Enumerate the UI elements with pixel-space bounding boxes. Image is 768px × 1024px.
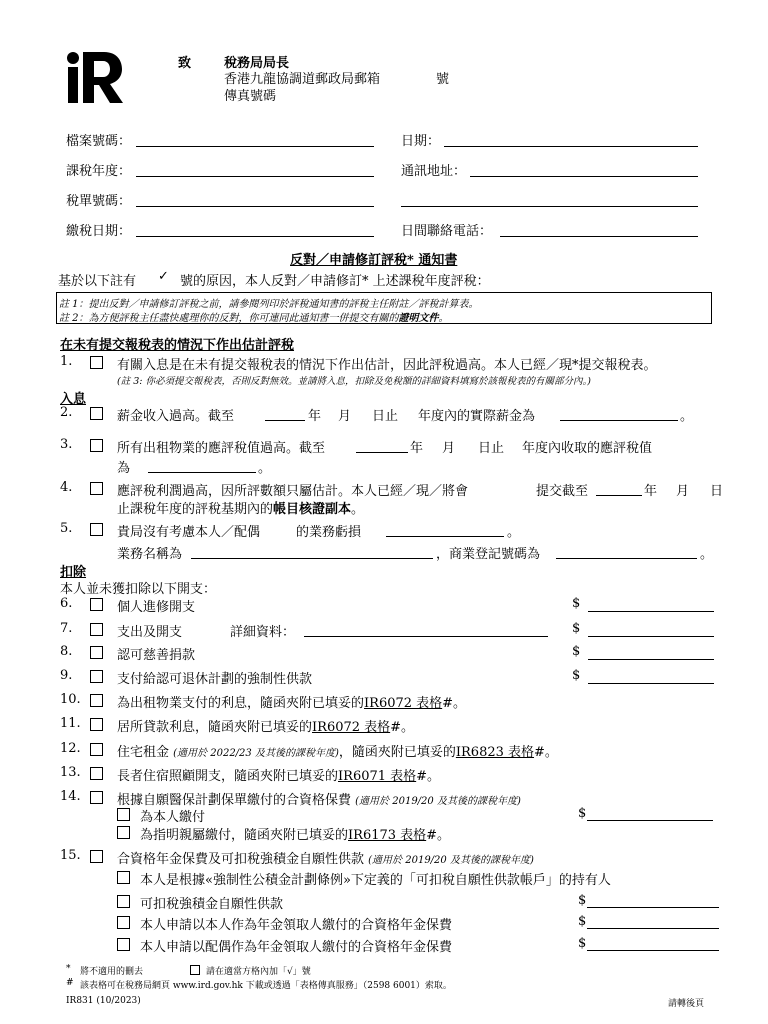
- item-15-sub1-checkbox[interactable]: [117, 871, 130, 884]
- item-9-dollar: $: [572, 668, 581, 683]
- item-15-a: 合資格年金保費及可扣稅強積金自願性供款: [117, 852, 365, 867]
- intro-part2: 號的原因，本人反對／申請修訂* 上述課稅年度評稅：: [180, 274, 490, 289]
- item-15-note: (適用於 2019/20 及其後的課稅年度): [368, 855, 534, 866]
- item-4-line2: [117, 498, 364, 517]
- item-5-business-name-field[interactable]: [191, 558, 433, 559]
- notice-no-label: 稅單號碼：: [66, 194, 132, 209]
- item-15-sub4-amount-field[interactable]: [587, 950, 719, 951]
- year-label: 課稅年度：: [66, 164, 132, 179]
- item-11-number: 11.: [60, 716, 81, 731]
- note-1: 註 1：提出反對／申請修訂評稅之前，請參閱列印於評稅通知書的評稅主任附註／評稅計算表。: [59, 299, 479, 310]
- ir6071-link[interactable]: IR6071 表格: [338, 769, 417, 784]
- deductions-subheading: 本人並未獲扣除以下開支：: [60, 582, 217, 597]
- form-title: 反對／申請修訂評稅* 通知書: [290, 253, 458, 268]
- ird-logo: [66, 50, 124, 104]
- item-14-sub2-b: #。: [426, 828, 451, 843]
- item-2-year-field[interactable]: [265, 420, 305, 421]
- item-13-a: 長者住宿照顧開支，隨函夾附已填妥的: [117, 769, 339, 784]
- item-9-text: 支付給認可退休計劃的強制性供款: [117, 672, 313, 687]
- item-13-text: [117, 765, 440, 784]
- item-2-c: 月: [338, 409, 352, 424]
- item-5-b: 的業務虧損: [296, 525, 362, 540]
- intro-part1: 基於以下註有: [58, 274, 137, 289]
- item-8-text: 認可慈善捐款: [117, 648, 196, 663]
- file-no-label: 檔案號碼：: [66, 134, 132, 149]
- form-code: IR831 (10/2023): [66, 996, 141, 1006]
- logo-dot: [67, 52, 79, 64]
- footer-box-text: 請在適當方格內加「√」號: [206, 967, 311, 977]
- item-13-checkbox[interactable]: [90, 767, 103, 780]
- item-3-g: 。: [258, 461, 272, 476]
- item-2-number: 2.: [60, 405, 73, 420]
- address-label: 通訊地址：: [401, 164, 467, 179]
- item-15-sub2-amount-field[interactable]: [587, 907, 719, 908]
- ir6823-link[interactable]: IR6823 表格: [455, 745, 535, 760]
- item-9-checkbox[interactable]: [90, 670, 103, 683]
- footer-star-text: 將不適用的刪去: [80, 967, 144, 977]
- item-5-a: 貴局沒有考慮本人／配偶: [117, 525, 261, 540]
- item-15-sub1: 本人是根據«強制性公積金計劃條例»下定義的「可扣稅自願性供款帳戶」的持有人: [140, 873, 611, 888]
- item-14-note: (適用於 2019/20 及其後的課稅年度): [355, 796, 521, 807]
- item-5-br-no-field[interactable]: [556, 558, 697, 559]
- item-2-e: 年度內的實際薪金為: [418, 409, 536, 424]
- ir6072-link-2[interactable]: IR6072 表格: [312, 720, 391, 735]
- item-15-sub3: 本人申請以本人作為年金領取人繳付的合資格年金保費: [140, 918, 453, 933]
- item-6-amount-field[interactable]: [588, 611, 714, 612]
- item-7-amount-field[interactable]: [588, 636, 714, 637]
- item-4-f: 止課稅年度的評稅基期內的: [117, 502, 274, 517]
- deductions-heading: 扣除: [60, 565, 87, 580]
- item-4-b: 提交截至: [536, 484, 589, 499]
- item-8-number: 8.: [60, 644, 73, 659]
- note-2-end: 。: [438, 313, 449, 324]
- item-5-c: 。: [507, 525, 521, 540]
- item-3-year-field[interactable]: [356, 452, 408, 453]
- item-13-b: #。: [416, 769, 441, 784]
- item-14-a: 根據自願醫保計劃保單繳付的合資格保費: [117, 793, 352, 808]
- item-14-dollar: $: [578, 806, 587, 821]
- item-5-amount-field[interactable]: [386, 536, 504, 537]
- item-7-dollar: $: [572, 621, 581, 636]
- item-7-detail-label: 詳細資料：: [230, 625, 296, 640]
- item-4-c: 年: [644, 484, 658, 499]
- logo-r: [83, 52, 123, 103]
- item-1-number: 1.: [60, 354, 73, 369]
- item-8-amount-field[interactable]: [588, 659, 714, 660]
- item-14-sub1-checkbox[interactable]: [117, 808, 130, 821]
- item-15-sub3-checkbox[interactable]: [117, 916, 130, 929]
- item-2-checkbox[interactable]: [90, 407, 103, 420]
- item-11-text: [117, 716, 414, 735]
- address-field-1[interactable]: [470, 176, 698, 177]
- date-field[interactable]: [444, 146, 698, 147]
- address: 香港九龍協調道郵政局郵箱: [224, 72, 381, 87]
- item-3-checkbox[interactable]: [90, 439, 103, 452]
- note-2-bold: 證明文件: [398, 313, 439, 324]
- phone-field[interactable]: [500, 236, 698, 237]
- item-4-g: 帳目核證副本: [273, 502, 352, 517]
- notice-no-field[interactable]: [136, 206, 374, 207]
- item-1-checkbox[interactable]: [90, 356, 103, 369]
- item-3-amount-field[interactable]: [148, 472, 256, 473]
- fax-label: 傳真號碼: [224, 89, 277, 104]
- due-date-label: 繳稅日期：: [66, 224, 132, 239]
- footer-hash-text: 該表格可在稅務局網頁 www.ird.gov.hk 下載或透過「表格傳真服務」（2598 6001）索取。: [80, 981, 452, 991]
- box-no-label: 號: [436, 72, 450, 87]
- item-3-number: 3.: [60, 437, 73, 452]
- item-3-b: 年: [410, 441, 424, 456]
- item-15-sub4-dollar: $: [578, 936, 587, 951]
- item-14-sub2-checkbox[interactable]: [117, 826, 130, 839]
- item-15-text: [117, 848, 534, 867]
- item-7-detail-field[interactable]: [304, 636, 548, 637]
- item-12-a: 住宅租金: [117, 745, 170, 760]
- item-15-sub3-amount-field[interactable]: [587, 928, 719, 929]
- check-mark-icon: ✓: [158, 269, 169, 284]
- item-2-f: 。: [680, 409, 694, 424]
- item-8-dollar: $: [572, 644, 581, 659]
- item-11-a: 居所貸款利息，隨函夾附已填妥的: [117, 720, 313, 735]
- item-10-a: 為出租物業支付的利息，隨函夾附已填妥的: [117, 696, 365, 711]
- item-9-amount-field[interactable]: [588, 683, 714, 684]
- item-5-d: 業務名稱為: [117, 547, 183, 562]
- year-field[interactable]: [136, 176, 374, 177]
- item-14-sub2-a: 為指明親屬繳付，隨函夾附已填妥的: [140, 828, 349, 843]
- income-heading: 入息: [60, 392, 87, 407]
- item-10-text: [117, 692, 466, 711]
- item-4-a: 應評稅利潤過高，因所評數額只屬估計。本人已經／現／將會: [117, 484, 469, 499]
- item-4-h: 。: [351, 502, 365, 517]
- item-15-checkbox[interactable]: [90, 850, 103, 863]
- item-6-dollar: $: [572, 596, 581, 611]
- item-4-d: 月: [676, 484, 690, 499]
- footer-star: *: [66, 964, 71, 974]
- footer-box-icon: [190, 965, 200, 975]
- item-15-sub4: 本人申請以配偶作為年金領取人繳付的合資格年金保費: [140, 940, 453, 955]
- item-12-b: ，隨函夾附已填妥的: [338, 745, 456, 760]
- item-12-note: (適用於 2022/23 及其後的課稅年度): [173, 748, 339, 759]
- item-15-number: 15.: [60, 848, 81, 863]
- item-2-a: 薪金收入過高。截至: [117, 409, 235, 424]
- item-6-checkbox[interactable]: [90, 598, 103, 611]
- item-6-text: 個人進修開支: [117, 600, 196, 615]
- item-12-number: 12.: [60, 741, 81, 756]
- address-field-2[interactable]: [401, 206, 698, 207]
- item-9-number: 9.: [60, 668, 73, 683]
- item-5-e: ，商業登記號碼為: [436, 547, 541, 562]
- logo-i-stem: [68, 67, 78, 103]
- item-3-a: 所有出租物業的應評稅值過高。截至: [117, 441, 326, 456]
- item-5-number: 5.: [60, 521, 73, 536]
- to-label: 致: [178, 56, 192, 71]
- item-14-amount-field[interactable]: [587, 820, 713, 821]
- item-10-b: #。: [442, 696, 467, 711]
- due-date-field[interactable]: [136, 236, 374, 237]
- date-label: 日期：: [401, 134, 441, 149]
- phone-label: 日間聯絡電話：: [401, 224, 493, 239]
- item-15-sub3-dollar: $: [578, 914, 587, 929]
- item-12-checkbox[interactable]: [90, 743, 103, 756]
- item-13-number: 13.: [60, 765, 81, 780]
- item-1-note: (註 3: 你必須提交報稅表，否則反對無效。並請將入息，扣除及免稅額的詳細資料填寫於該報稅表的有關部分內。): [117, 376, 591, 387]
- item-4-number: 4.: [60, 480, 73, 495]
- note-2-text: 註 2：為方便評稅主任盡快處理你的反對，你可連同此通知書一併提交有關的: [59, 313, 399, 324]
- item-3-f: 為: [117, 461, 131, 476]
- item-3-d: 日止: [478, 441, 505, 456]
- note-2: [59, 309, 449, 324]
- item-7-text: 支出及開支: [117, 625, 183, 640]
- item-15-sub2-dollar: $: [578, 893, 587, 908]
- item-14-sub2: [140, 824, 450, 843]
- ir6173-link[interactable]: IR6173 表格: [348, 828, 427, 843]
- item-8-checkbox[interactable]: [90, 646, 103, 659]
- item-2-b: 年: [308, 409, 322, 424]
- item-14-number: 14.: [60, 789, 81, 804]
- item-4-year-field[interactable]: [596, 495, 642, 496]
- file-no-field[interactable]: [136, 146, 374, 147]
- item-5-f: 。: [700, 547, 714, 562]
- item-15-sub2: 可扣稅強積金自願性供款: [140, 897, 284, 912]
- item-14-checkbox[interactable]: [90, 791, 103, 804]
- item-2-amount-field[interactable]: [560, 420, 678, 421]
- item-6-number: 6.: [60, 596, 73, 611]
- footer-hash: #: [66, 978, 74, 988]
- item-2-d: 日止: [372, 409, 399, 424]
- item-7-checkbox[interactable]: [90, 623, 103, 636]
- item-10-number: 10.: [60, 692, 81, 707]
- item-4-e: 日: [710, 484, 724, 499]
- item-4-checkbox[interactable]: [90, 482, 103, 495]
- item-7-number: 7.: [60, 621, 73, 636]
- item-10-checkbox[interactable]: [90, 694, 103, 707]
- item-1-text: 有關入息是在未有提交報稅表的情況下作出估計，因此評稅過高。本人已經／現*提交報稅表。: [117, 358, 657, 373]
- estimated-heading: 在未有提交報稅表的情況下作出估計評稅: [60, 338, 295, 353]
- item-14-sub1: 為本人繳付: [140, 810, 206, 825]
- item-5-checkbox[interactable]: [90, 523, 103, 536]
- recipient: 稅務局局長: [224, 56, 290, 71]
- item-12-text: [117, 741, 558, 760]
- item-15-sub2-checkbox[interactable]: [117, 895, 130, 908]
- item-3-c: 月: [442, 441, 456, 456]
- item-15-sub4-checkbox[interactable]: [117, 938, 130, 951]
- item-12-c: #。: [534, 745, 558, 760]
- item-11-checkbox[interactable]: [90, 718, 103, 731]
- please-turn-over: 請轉後頁: [668, 999, 705, 1009]
- item-11-b: #。: [390, 720, 415, 735]
- item-3-e: 年度內收取的應評稅值: [522, 441, 653, 456]
- ir6072-link[interactable]: IR6072 表格: [364, 696, 443, 711]
